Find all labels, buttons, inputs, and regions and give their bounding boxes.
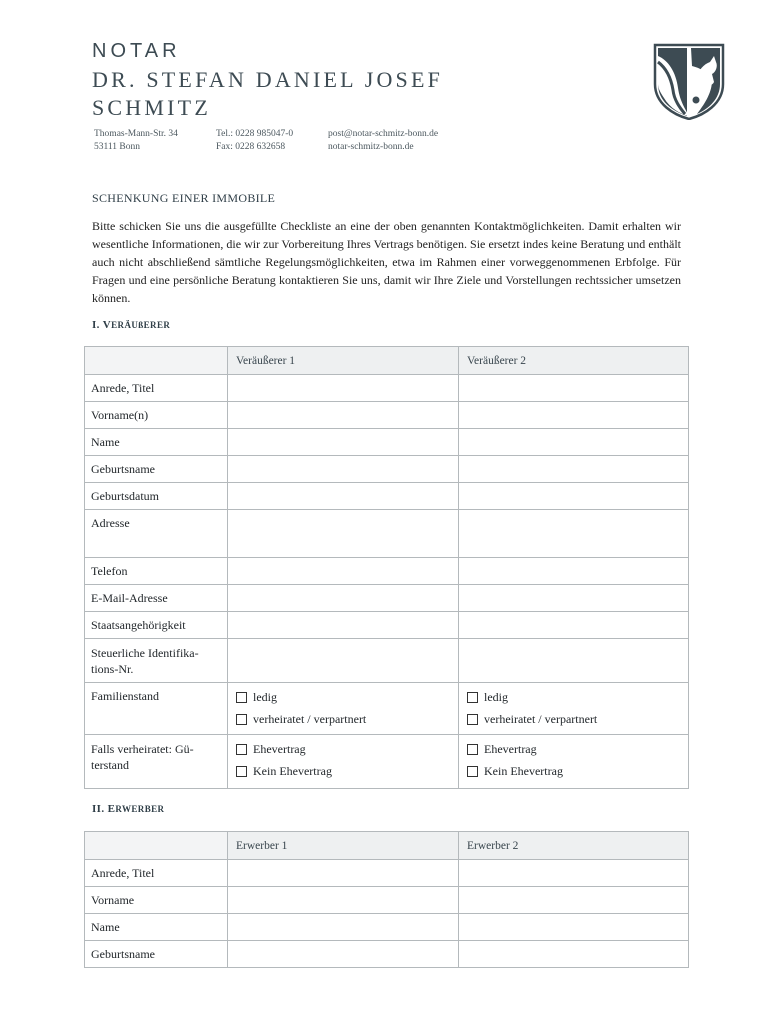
header-corner [85, 832, 228, 860]
checkbox-icon[interactable] [236, 766, 247, 777]
table-row [85, 860, 689, 887]
notary-title: NOTAR [92, 40, 181, 62]
checkbox-icon[interactable] [467, 714, 478, 725]
section-veraeusserer-heading [92, 319, 170, 331]
phone-block [216, 128, 293, 154]
input-staatsangehoerigkeit-1[interactable] [228, 612, 459, 639]
row-label-adresse: Adresse [85, 510, 228, 558]
table-row [85, 510, 689, 558]
input-erwerber-vorname-2[interactable] [459, 887, 689, 914]
section-number: II. E [92, 803, 116, 815]
input-steuer-id-1[interactable] [228, 639, 459, 683]
checkbox-ehevertrag-2[interactable] [467, 738, 682, 760]
notary-name-line1: DR. STEFAN DANIEL JOSEF [92, 67, 444, 92]
input-name-1[interactable] [228, 429, 459, 456]
checkbox-icon[interactable] [467, 766, 478, 777]
input-erwerber-anrede-1[interactable] [228, 860, 459, 887]
nrw-coat-of-arms-icon [652, 42, 726, 120]
checkbox-ehevertrag-1[interactable] [236, 738, 452, 760]
row-label-gueterstand [85, 735, 228, 789]
row-label-email: E-Mail-Adresse [85, 585, 228, 612]
gueterstand-options-2 [459, 735, 689, 789]
checkbox-icon[interactable] [236, 744, 247, 755]
checkbox-kein-ehevertrag-2[interactable] [467, 760, 682, 782]
row-label-steuer-id-line2: tions-Nr. [91, 662, 134, 676]
checkbox-label: ledig [253, 689, 277, 704]
input-telefon-2[interactable] [459, 558, 689, 585]
email-link[interactable]: post@notar-schmitz-bonn.de [328, 129, 439, 139]
telephone: Tel.: 0228 985047-0 [216, 129, 294, 139]
row-label-staatsangehoerigkeit: Staatsangehörigkeit [85, 612, 228, 639]
input-geburtsdatum-1[interactable] [228, 483, 459, 510]
input-adresse-2[interactable] [459, 510, 689, 558]
table-row [85, 735, 689, 789]
row-label-anrede: Anrede, Titel [85, 860, 228, 887]
input-adresse-1[interactable] [228, 510, 459, 558]
input-steuer-id-2[interactable] [459, 639, 689, 683]
table-row [85, 375, 689, 402]
input-vorname-2[interactable] [459, 402, 689, 429]
table-row [85, 558, 689, 585]
table-row [85, 683, 689, 735]
input-erwerber-geburtsname-1[interactable] [228, 941, 459, 968]
input-telefon-1[interactable] [228, 558, 459, 585]
website-link[interactable]: notar-schmitz-bonn.de [328, 142, 414, 152]
table-header-row [85, 832, 689, 860]
section-erwerber-heading [92, 803, 164, 815]
checkbox-icon[interactable] [236, 714, 247, 725]
input-anrede-1[interactable] [228, 375, 459, 402]
document-title: SCHENKUNG EINER IMMOBILE [92, 191, 276, 205]
street: Thomas-Mann-Str. 34 [94, 129, 178, 139]
input-geburtsname-1[interactable] [228, 456, 459, 483]
col-veraeusserer-1: Veräußerer 1 [228, 347, 459, 375]
checkbox-label: Kein Ehevertrag [484, 763, 563, 778]
input-erwerber-name-2[interactable] [459, 914, 689, 941]
city: 53111 Bonn [94, 142, 141, 152]
intro-paragraph: Bitte schicken Sie uns die ausgefüllte Checkliste an eine der oben genannten Kontaktmöglichkeiten. Damit erhalten wir wesentliche Informationen, die wir zur Vorbereitung Ihres Vertrags benötigen. Sie ersetzt indes keine Beratung und enthält auch nicht abschließend sämtliche Regelungsmöglichkeiten, etwa im Rahmen einer vorweggenommenen Erbfolge. Für Fragen und eine persönliche Beratung kontaktieren Sie uns, damit wir Ihre Ziele und Vorstellungen rechtssicher umsetzen können. [92, 219, 681, 305]
row-label-name: Name [85, 914, 228, 941]
checkbox-ledig-2[interactable] [467, 686, 682, 708]
row-label-geburtsname: Geburtsname [85, 456, 228, 483]
table-row [85, 483, 689, 510]
table-row [85, 612, 689, 639]
gueterstand-options-1 [228, 735, 459, 789]
checkbox-verheiratet-1[interactable] [236, 708, 452, 730]
row-label-familienstand: Familienstand [85, 683, 228, 735]
input-name-2[interactable] [459, 429, 689, 456]
table-row [85, 402, 689, 429]
table-header-row [85, 347, 689, 375]
checkbox-label: Ehevertrag [253, 741, 306, 756]
table-row [85, 456, 689, 483]
input-erwerber-vorname-1[interactable] [228, 887, 459, 914]
table-row [85, 914, 689, 941]
checkbox-label: ledig [484, 689, 508, 704]
row-label-gueterstand-line1: Falls verheiratet: Gü- [91, 742, 194, 756]
online-contact-block [328, 128, 438, 154]
header-corner [85, 347, 228, 375]
checkbox-kein-ehevertrag-1[interactable] [236, 760, 452, 782]
col-veraeusserer-2: Veräußerer 2 [459, 347, 689, 375]
erwerber-table [84, 831, 689, 968]
veraeusserer-table [84, 346, 689, 789]
row-label-telefon: Telefon [85, 558, 228, 585]
section-label: ERÄUßERER [111, 320, 171, 330]
input-email-1[interactable] [228, 585, 459, 612]
row-label-geburtsname: Geburtsname [85, 941, 228, 968]
input-anrede-2[interactable] [459, 375, 689, 402]
row-label-geburtsdatum: Geburtsdatum [85, 483, 228, 510]
input-vorname-1[interactable] [228, 402, 459, 429]
checkbox-icon[interactable] [467, 744, 478, 755]
table-row [85, 429, 689, 456]
input-erwerber-anrede-2[interactable] [459, 860, 689, 887]
row-label-vorname: Vorname [85, 887, 228, 914]
checkbox-label: verheiratet / verpartnert [253, 711, 367, 726]
checkbox-icon[interactable] [467, 692, 478, 703]
row-label-anrede: Anrede, Titel [85, 375, 228, 402]
notary-name-line2: SCHMITZ [92, 95, 211, 120]
input-geburtsname-2[interactable] [459, 456, 689, 483]
checkbox-label: verheiratet / verpartnert [484, 711, 598, 726]
address-block [94, 128, 178, 154]
section-label: RWERBER [115, 804, 165, 814]
row-label-gueterstand-line2: terstand [91, 758, 129, 772]
input-erwerber-name-1[interactable] [228, 914, 459, 941]
input-email-2[interactable] [459, 585, 689, 612]
row-label-vorname: Vorname(n) [85, 402, 228, 429]
fax: Fax: 0228 632658 [216, 142, 286, 152]
checkbox-label: Kein Ehevertrag [253, 763, 332, 778]
input-geburtsdatum-2[interactable] [459, 483, 689, 510]
checkbox-ledig-1[interactable] [236, 686, 452, 708]
row-label-name: Name [85, 429, 228, 456]
row-label-steuer-id [85, 639, 228, 683]
notary-name [92, 66, 443, 122]
input-erwerber-geburtsname-2[interactable] [459, 941, 689, 968]
section-number: I. V [92, 319, 112, 331]
col-erwerber-2: Erwerber 2 [459, 832, 689, 860]
input-staatsangehoerigkeit-2[interactable] [459, 612, 689, 639]
row-label-steuer-id-line1: Steuerliche Identifika- [91, 646, 199, 660]
table-row [85, 639, 689, 683]
familienstand-options-1 [228, 683, 459, 735]
table-row [85, 941, 689, 968]
checkbox-verheiratet-2[interactable] [467, 708, 682, 730]
col-erwerber-1: Erwerber 1 [228, 832, 459, 860]
checkbox-icon[interactable] [236, 692, 247, 703]
table-row [85, 887, 689, 914]
table-row [85, 585, 689, 612]
familienstand-options-2 [459, 683, 689, 735]
checkbox-label: Ehevertrag [484, 741, 537, 756]
